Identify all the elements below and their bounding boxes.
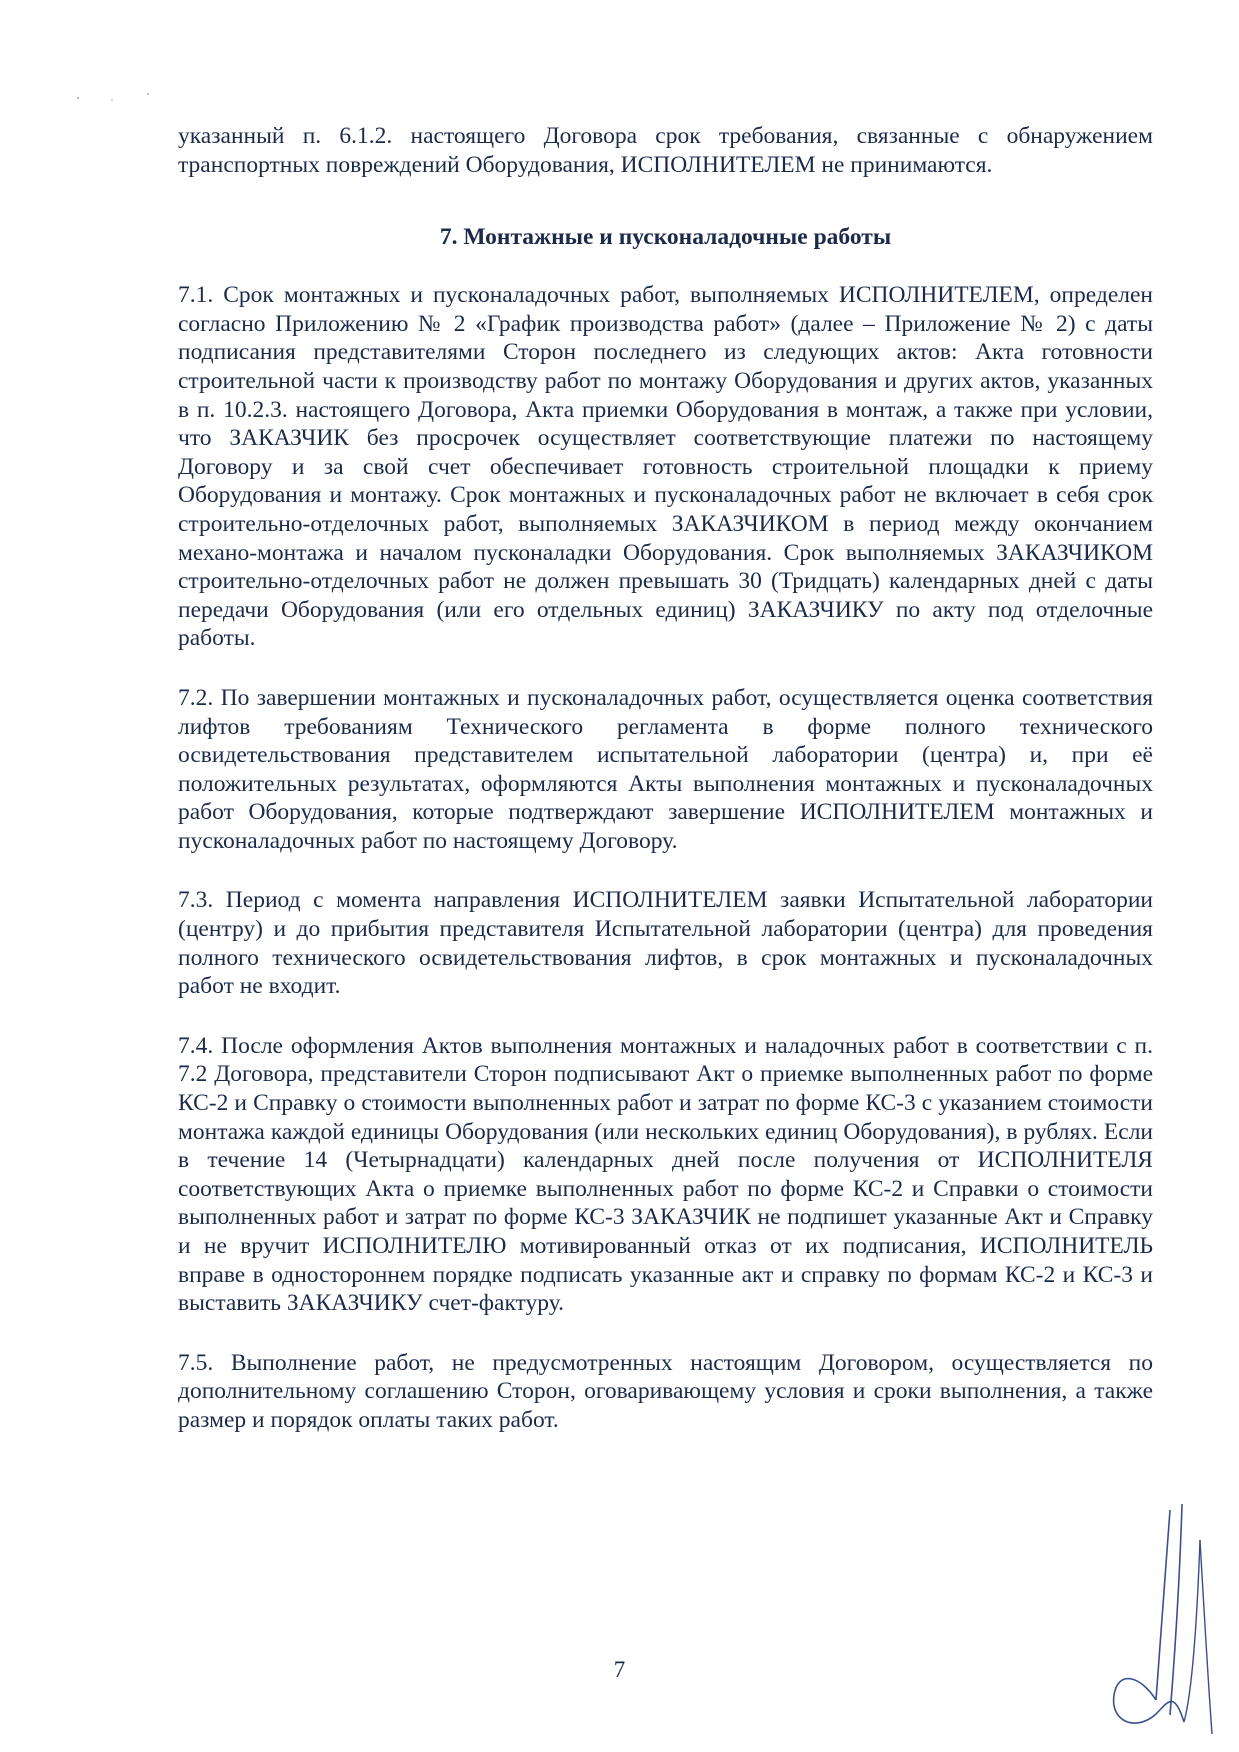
- section-title: 7. Монтажные и пусконаладочные работы: [439, 224, 892, 251]
- clause-7-2: 7.2. По завершении монтажных и пусконаладочных работ, осуществляется оценка соответствия лифтов требованиям Технического регламента в форме полного технического освидетельствования представителем испытательной лаборатории (центра) и, при её положительных результатах, оформляются Акты выполнения монтажных и пусконаладочных работ Оборудования, которые подтверждают завершение ИСПОЛНИТЕЛЕМ монтажных и пусконаладочных работ по настоящему Договору.: [178, 684, 1153, 854]
- clause-7-1: 7.1. Срок монтажных и пусконаладочных работ, выполняемых ИСПОЛНИТЕЛЕМ, определен согласно Приложению № 2 «График производства работ» (далее – Приложение № 2) с даты подписания представителями Сторон последнего из следующих актов: Акта готовности строительной части к производству работ по монтажу Оборудования и других актов, указанных в п. 10.2.3. настоящего Договора, Акта приемки Оборудования в монтаж, а также при условии, что ЗАКАЗЧИК без просрочек осуществляет соответствующие платежи по настоящему Договору и за свой счет обеспечивает готовность строительной площадки к приему Оборудования и монтажу. Срок монтажных и пусконаладочных работ не включает в себя срок строительно-отделочных работ, выполняемых ЗАКАЗЧИКОМ в период между окончанием механо-монтажа и началом пусконаладки Оборудования. Срок выполняемых ЗАКАЗЧИКОМ строительно-отделочных работ не должен превышать 30 (Тридцать) календарных дней с даты передачи Оборудования (или его отдельных единиц) ЗАКАЗЧИКУ по акту под отделочные работы.: [178, 282, 1153, 652]
- clause-7-3: 7.3. Период с момента направления ИСПОЛНИТЕЛЕМ заявки Испытательной лаборатории (центру) и до прибытия представителя Испытательной лаборатории (центра) для проведения полного технического освидетельствования лифтов, в срок монтажных и пусконаладочных работ не входит.: [178, 887, 1153, 1000]
- spacer: [178, 855, 1153, 886]
- page-number: 7: [613, 1657, 626, 1682]
- spacer: [178, 1001, 1153, 1032]
- spacer: [178, 653, 1153, 684]
- clause-7-4: 7.4. После оформления Актов выполнения монтажных и наладочных работ в соответствии с п. 7.2 Договора, представители Сторон подписывают Акт о приемке выполненных работ по форме КС-2 и Справку о стоимости выполненных работ и затрат по форме КС-3 с указанием стоимости монтажа каждой единицы Оборудования (или нескольких единиц Оборудования), в рублях. Если в течение 14 (Четырнадцати) календарных дней после получения от ИСПОЛНИТЕЛЯ соответствующих Акта о приемке выполненных работ по форме КС-2 и Справки о стоимости выполненных работ и затрат по форме КС-3 ЗАКАЗЧИК не подпишет указанные Акт и Справку и не вручит ИСПОЛНИТЕЛЮ мотивированный отказ от их подписания, ИСПОЛНИТЕЛЬ вправе в одностороннем порядке подписать указанные акт и справку по формам КС-2 и КС-3 и выставить ЗАКАЗЧИКУ счет-фактуру.: [178, 1032, 1153, 1317]
- spacer: [178, 251, 1153, 281]
- clause-7-5: 7.5. Выполнение работ, не предусмотренных настоящим Договором, осуществляется по дополнительному соглашению Сторон, оговаривающему условия и сроки выполнения, а также размер и порядок оплаты таких работ.: [178, 1349, 1153, 1433]
- handwritten-signature: [1100, 1500, 1220, 1740]
- scan-artifact: [70, 80, 180, 110]
- document-body: [178, 122, 1153, 1435]
- spacer: [178, 179, 1153, 223]
- intro-paragraph: указанный п. 6.1.2. настоящего Договора срок требования, связанные с обнаружением транспортных повреждений Оборудования, ИСПОЛНИТЕЛЕМ не принимаются.: [178, 123, 1153, 178]
- spacer: [178, 1318, 1153, 1349]
